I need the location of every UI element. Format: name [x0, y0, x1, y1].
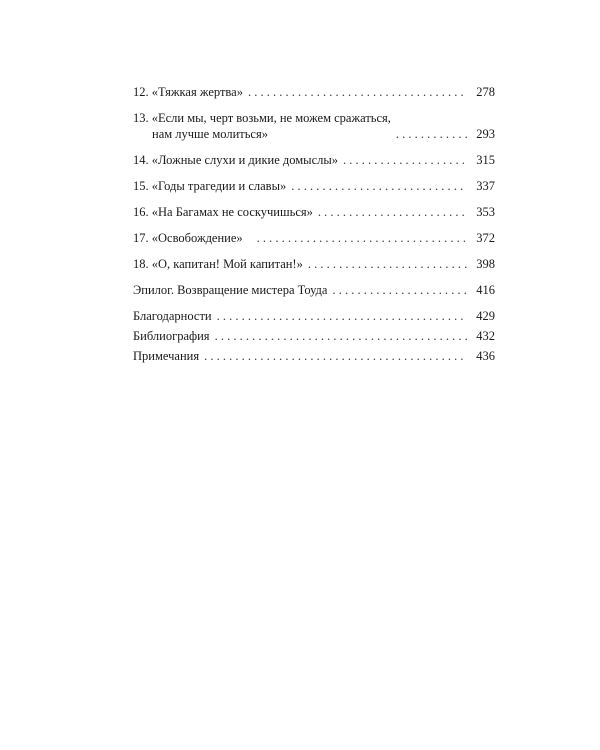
- toc-entry-label: Библиография: [133, 329, 210, 343]
- toc-entry-16[interactable]: [133, 204, 495, 220]
- toc-entry-label: 17. «Освобождение»: [133, 231, 243, 245]
- toc-entry-epilogue[interactable]: [133, 282, 495, 298]
- toc-entry-page: 416: [476, 283, 495, 297]
- toc-entry-page: 293: [476, 127, 495, 141]
- toc-entry-page: 337: [476, 179, 495, 193]
- dot-leader: [308, 256, 467, 272]
- dot-leader: [204, 348, 467, 364]
- dot-leader: [257, 230, 467, 246]
- toc-entry-18[interactable]: [133, 256, 495, 272]
- toc-entry-17[interactable]: [133, 230, 495, 246]
- toc-entry-label: 15. «Годы трагедии и славы»: [133, 179, 287, 193]
- toc-entry-acknowledgements[interactable]: [133, 308, 495, 324]
- toc-entry-15[interactable]: [133, 178, 495, 194]
- toc-entry-label: Примечания: [133, 349, 200, 363]
- dot-leader: [291, 178, 467, 194]
- dot-leader: [343, 152, 467, 168]
- toc-entry-label: [133, 110, 391, 142]
- toc-entry-label: Благодарности: [133, 309, 212, 323]
- dot-leader: [217, 308, 467, 324]
- toc-entry-label: 14. «Ложные слухи и дикие домыслы»: [133, 153, 339, 167]
- toc-entry-page: 436: [476, 349, 495, 363]
- toc-entry-page: 372: [476, 231, 495, 245]
- table-of-contents: [133, 84, 495, 364]
- toc-entry-14[interactable]: [133, 152, 495, 168]
- dot-leader: [215, 328, 467, 344]
- dot-leader: [332, 282, 467, 298]
- toc-entry-page: 315: [476, 153, 495, 167]
- toc-entry-13[interactable]: [133, 110, 495, 142]
- toc-entry-page: 278: [476, 85, 495, 99]
- dot-leader: [248, 84, 467, 100]
- toc-entry-notes[interactable]: [133, 348, 495, 364]
- toc-entry-page: 353: [476, 205, 495, 219]
- toc-entry-label: 12. «Тяжкая жертва»: [133, 85, 243, 99]
- toc-entry-page: 432: [476, 329, 495, 343]
- toc-entry-page: 429: [476, 309, 495, 323]
- toc-entry-label: 18. «О, капитан! Мой капитан!»: [133, 257, 303, 271]
- toc-entry-label: 16. «На Багамах не соскучишься»: [133, 205, 313, 219]
- dot-leader: [318, 204, 467, 220]
- toc-entry-bibliography[interactable]: [133, 328, 495, 344]
- toc-entry-page: 398: [476, 257, 495, 271]
- toc-entry-label-line2: нам лучше молиться»: [152, 127, 268, 141]
- dot-leader: [396, 126, 467, 142]
- toc-entry-12[interactable]: [133, 84, 495, 100]
- toc-entry-label-line1: 13. «Если мы, черт возьми, не можем сражаться,: [133, 111, 391, 125]
- toc-entry-label: Эпилог. Возвращение мистера Тоуда: [133, 283, 328, 297]
